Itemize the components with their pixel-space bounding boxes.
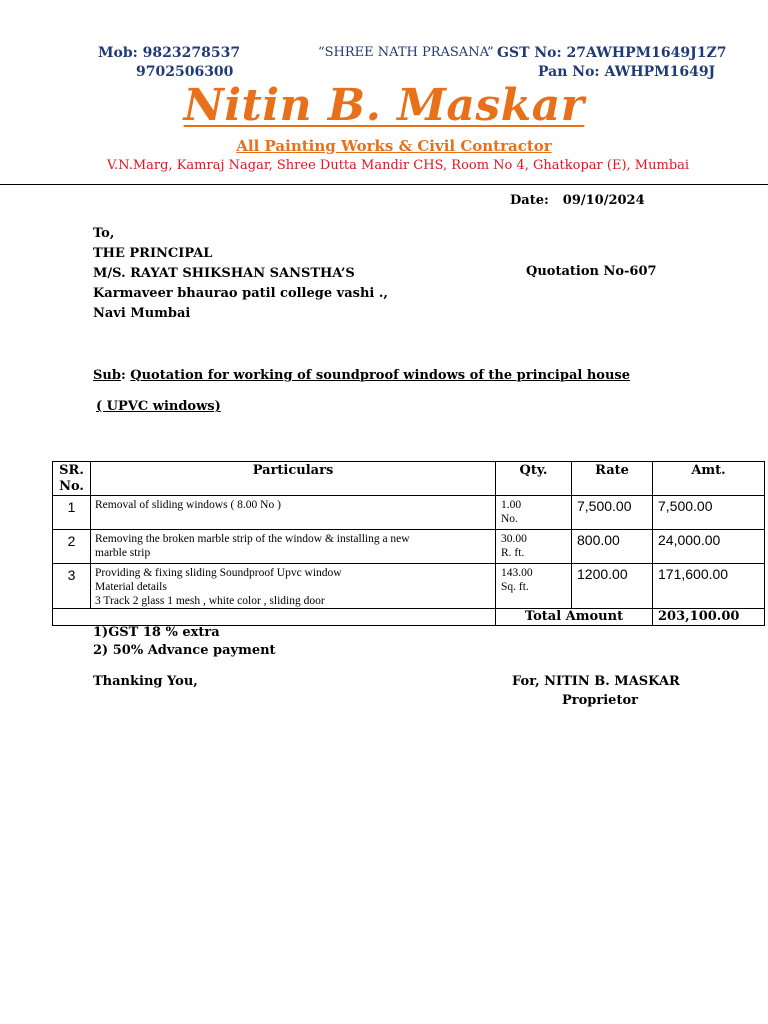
- gst-number: GST No: 27AWHPM1649J1Z7: [497, 45, 727, 61]
- total-value: 203,100.00: [653, 609, 765, 626]
- total-row: [53, 609, 765, 626]
- date-label: Date:: [510, 193, 549, 208]
- shree-nath-heading: “SHREE NATH PRASANA”: [318, 45, 494, 60]
- subject-label: Sub: [93, 368, 121, 383]
- subject-line-2: ( UPVC windows): [96, 399, 221, 414]
- subject-text: Quotation for working of soundproof windows of the principal house: [130, 368, 631, 383]
- row-2-amt: 24,000.00: [653, 530, 765, 564]
- row-3-qty-value: 143.00: [501, 567, 533, 579]
- signatory-title: Proprietor: [562, 693, 638, 708]
- trade-description: All Painting Works & Civil Contractor: [236, 137, 552, 155]
- row-2-particulars: [91, 530, 496, 564]
- note-advance: 2) 50% Advance payment: [93, 643, 276, 658]
- row-2-particulars-line: marble strip: [95, 547, 151, 559]
- row-2-qty-value: 30.00: [501, 533, 527, 545]
- total-label: Total Amount: [496, 609, 653, 626]
- terms-notes: [93, 624, 276, 660]
- row-3-qty: [496, 564, 572, 609]
- row-1-amt: 7,500.00: [653, 496, 765, 530]
- recipient-line-3: Karmaveer bhaurao patil college vashi .,: [93, 286, 388, 301]
- row-3-particulars-line: 3 Track 2 glass 1 mesh , white color , sliding door: [95, 595, 325, 607]
- company-name: Nitin B. Maskar: [183, 80, 585, 131]
- note-gst: 1)GST 18 % extra: [93, 625, 220, 640]
- signatory-for: For, NITIN B. MASKAR: [512, 674, 680, 689]
- row-2-particulars-line: Removing the broken marble strip of the window & installing a new: [95, 533, 410, 545]
- header-sr: SR. No.: [53, 462, 91, 496]
- row-1-particulars-line: Removal of sliding windows ( 8.00 No ): [95, 499, 281, 511]
- mobile-number-2: 9702506300: [136, 64, 234, 80]
- recipient-line-4: Navi Mumbai: [93, 306, 191, 321]
- row-3-qty-unit: Sq. ft.: [501, 581, 529, 593]
- table-row: [53, 496, 765, 530]
- row-3-sr: 3: [53, 564, 91, 609]
- quotation-table: [52, 461, 765, 626]
- row-3-particulars-line: Material details: [95, 581, 167, 593]
- quotation-number: Quotation No-607: [526, 264, 657, 279]
- header-amt: Amt.: [653, 462, 765, 496]
- row-1-qty: [496, 496, 572, 530]
- header-rate: Rate: [572, 462, 653, 496]
- recipient-block: [93, 224, 388, 324]
- row-1-qty-value: 1.00: [501, 499, 522, 511]
- row-3-rate: 1200.00: [572, 564, 653, 609]
- row-3-particulars: [91, 564, 496, 609]
- row-1-particulars: [91, 496, 496, 530]
- header-divider: [0, 184, 768, 185]
- header-qty: Qty.: [496, 462, 572, 496]
- row-3-particulars-line: Providing & fixing sliding Soundproof Upvc window: [95, 567, 342, 579]
- row-1-qty-unit: No.: [501, 513, 518, 525]
- row-2-qty: [496, 530, 572, 564]
- date-line: [510, 193, 645, 208]
- row-1-sr: 1: [53, 496, 91, 530]
- subject-colon: :: [120, 368, 131, 383]
- table-header-row: [53, 462, 765, 496]
- row-2-qty-unit: R. ft.: [501, 547, 525, 559]
- row-2-rate: 800.00: [572, 530, 653, 564]
- header-particulars: Particulars: [91, 462, 496, 496]
- thanks-line: Thanking You,: [93, 674, 198, 689]
- mobile-number-1: Mob: 9823278537: [98, 45, 241, 61]
- company-address: V.N.Marg, Kamraj Nagar, Shree Dutta Mandir CHS, Room No 4, Ghatkopar (E), Mumbai: [106, 158, 690, 173]
- date-value: 09/10/2024: [562, 193, 645, 208]
- recipient-line-2: M/S. RAYAT SHIKSHAN SANSTHA’S: [93, 266, 355, 281]
- table-row: [53, 530, 765, 564]
- to-label: To,: [93, 226, 115, 241]
- total-spacer: [53, 609, 496, 626]
- table-row: [53, 564, 765, 609]
- subject-line: [93, 368, 630, 383]
- pan-number: Pan No: AWHPM1649J: [538, 64, 716, 80]
- row-1-rate: 7,500.00: [572, 496, 653, 530]
- recipient-line-1: THE PRINCIPAL: [93, 246, 213, 261]
- row-3-amt: 171,600.00: [653, 564, 765, 609]
- row-2-sr: 2: [53, 530, 91, 564]
